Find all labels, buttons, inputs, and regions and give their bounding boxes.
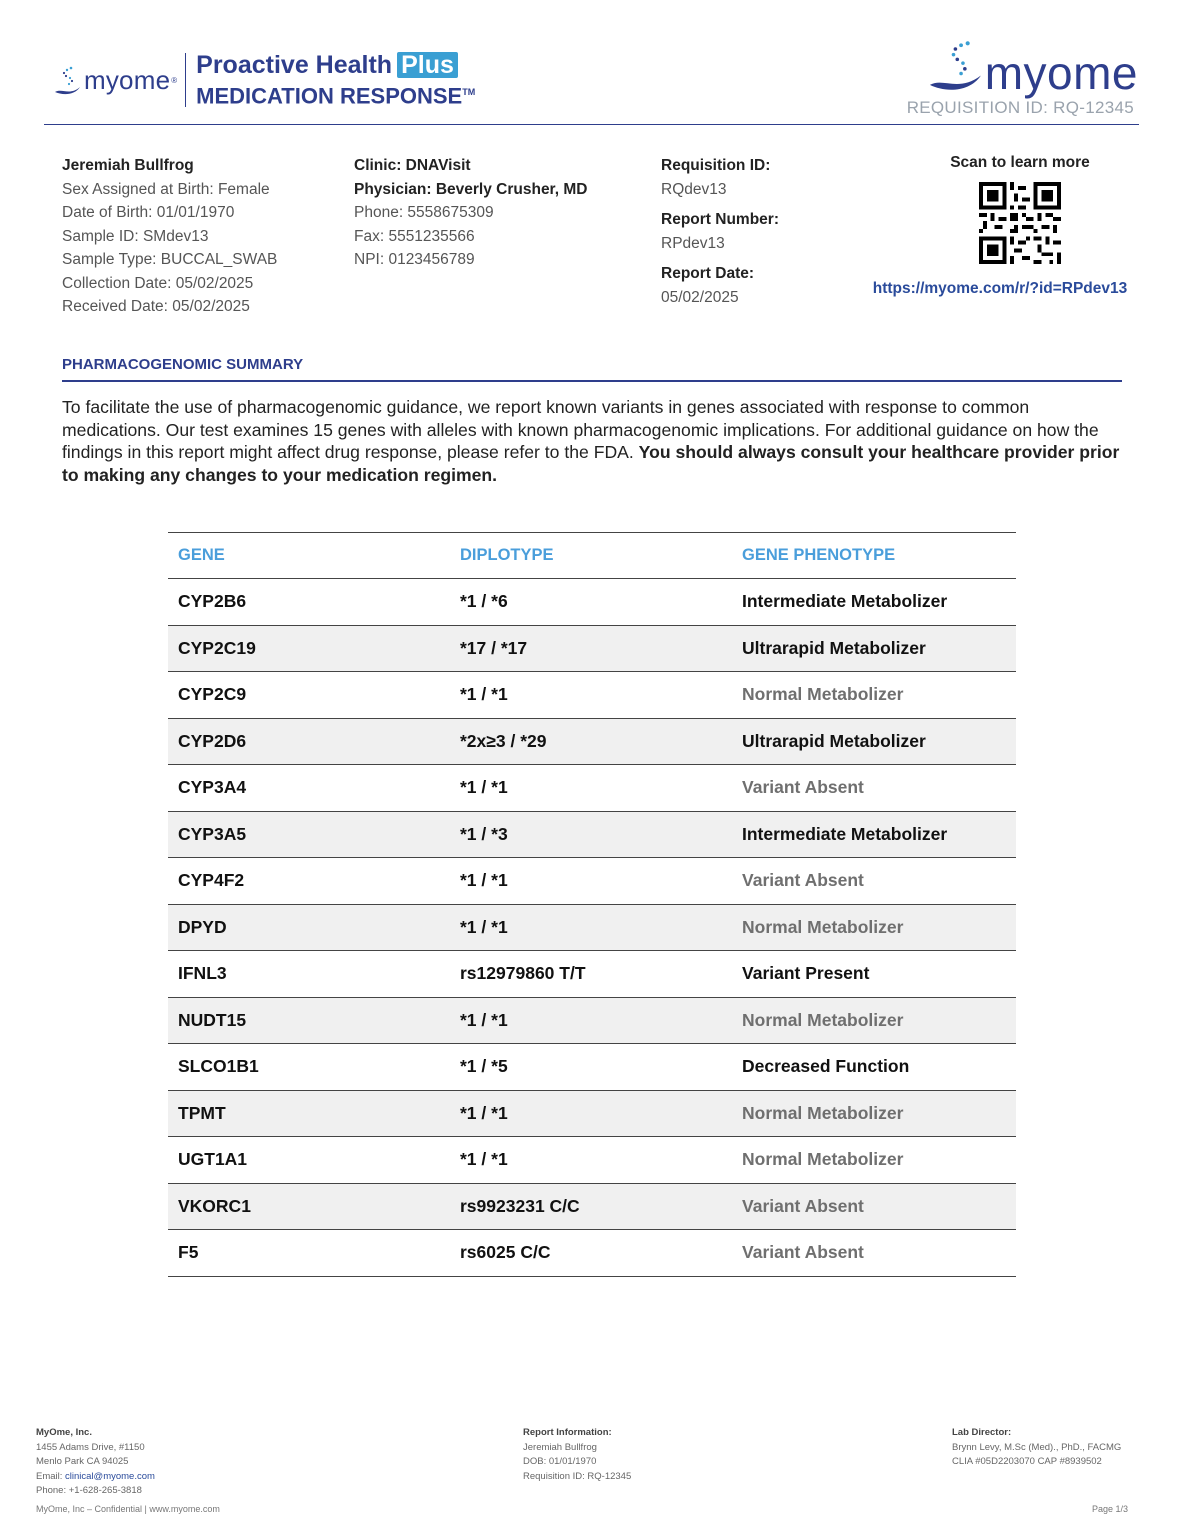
gene-cell: IFNL3 [168,951,450,998]
diplotype-cell: *1 / *1 [450,997,732,1044]
myome-wordmark-small: myome [84,64,171,95]
footer-address-1: 1455 Adams Drive, #1150 [36,1441,145,1453]
sample-type: Sample Type: BUCCAL_SWAB [62,251,278,268]
myome-logo-large [928,36,1138,99]
footer-lab-director [952,1426,1121,1470]
product-name: Proactive Health [196,50,393,79]
report-link[interactable]: https://myome.com/r/?id=RPdev13 [872,280,1128,297]
product-subtitle: MEDICATION RESPONSE [196,83,463,109]
qr-code-icon[interactable] [979,182,1061,264]
requisition-value: RQdev13 [661,180,727,198]
table-row [168,625,1016,672]
gene-cell: CYP4F2 [168,858,450,905]
report-number-label: Report Number: [661,211,779,228]
page-number: Page 1/3 [1091,1504,1128,1514]
footer-email-link[interactable]: clinical@myome.com [65,1470,155,1482]
diplotype-header: DIPLOTYPE [450,533,732,579]
table-row [168,765,1016,812]
received-date: Received Date: 05/02/2025 [62,298,250,315]
myome-wordmark-large: myome [984,47,1138,99]
clinic-info [354,154,587,272]
table-row [168,1044,1016,1091]
gene-table [168,532,1016,1277]
diplotype-cell: *2x≥3 / *29 [450,718,732,765]
phenotype-cell: Variant Absent [732,1230,1016,1277]
sample-id: Sample ID: SMdev13 [62,227,209,245]
footer-clia: CLIA #05D2203070 CAP #8939502 [952,1456,1102,1467]
header-rule [44,124,1139,125]
summary-title: PHARMACOGENOMIC SUMMARY [62,356,304,373]
footer-patient-name: Jeremiah Bullfrog [523,1441,597,1453]
clinic-fax: Fax: 5551235566 [354,227,475,245]
table-header-row [168,533,1016,579]
plus-badge: Plus [397,52,458,78]
table-row [168,904,1016,951]
gene-cell: SLCO1B1 [168,1044,450,1091]
diplotype-cell: *1 / *1 [450,904,732,951]
diplotype-cell: rs12979860 T/T [450,951,732,998]
patient-sex: Sex Assigned at Birth: Female [62,180,270,198]
phenotype-cell: Normal Metabolizer [732,1090,1016,1137]
gene-cell: VKORC1 [168,1183,450,1230]
gene-cell: NUDT15 [168,997,450,1044]
clinic-name: Clinic: DNAVisit [354,157,471,174]
footer-lab-director-name: Brynn Levy, M.Sc (Med)., PhD., FACMG [952,1441,1122,1453]
footer-report-info-label: Report Information: [523,1427,612,1438]
footer-phone: Phone: +1-628-265-3818 [36,1485,142,1496]
phenotype-cell: Intermediate Metabolizer [732,579,1016,626]
gene-cell: CYP2B6 [168,579,450,626]
table-row [168,858,1016,905]
gene-cell: F5 [168,1230,450,1277]
report-date-value: 05/02/2025 [661,288,739,306]
diplotype-cell: *1 / *1 [450,672,732,719]
myome-swirl-icon [54,63,82,97]
footer-dob: DOB: 01/01/1970 [523,1456,597,1467]
report-info [661,154,779,316]
diplotype-cell: *1 / *5 [450,1044,732,1091]
brand-lockup [54,52,475,108]
table-row [168,672,1016,719]
product-title [196,51,475,109]
summary-body: To facilitate the use of pharmacogenomic guidance, we report known variants in genes associated with response to common medications. Our test examines 15 genes with alleles with known pharmacogenomic implications. For additional guidance on how the findings in this report might affect drug response, please refer to the FDA. [62,397,1099,462]
phenotype-cell: Variant Present [732,951,1016,998]
phenotype-cell: Variant Absent [732,765,1016,812]
summary-warning: You should always consult your healthcare provider prior to making any changes to your medication regimen. [62,442,1120,485]
clinic-npi: NPI: 0123456789 [354,251,475,268]
table-row [168,811,1016,858]
gene-cell: DPYD [168,904,450,951]
patient-dob: Date of Birth: 01/01/1970 [62,204,235,221]
diplotype-cell: rs6025 C/C [450,1230,732,1277]
phenotype-cell: Normal Metabolizer [732,1137,1016,1184]
report-date-label: Report Date: [661,265,755,282]
gene-cell: TPMT [168,1090,450,1137]
header-divider [185,53,186,107]
trademark: TM [462,86,476,97]
gene-cell: UGT1A1 [168,1137,450,1184]
phenotype-cell: Ultrarapid Metabolizer [732,718,1016,765]
diplotype-cell: *1 / *1 [450,858,732,905]
summary-text [62,396,1122,486]
patient-info [62,154,277,319]
diplotype-cell: *1 / *6 [450,579,732,626]
diplotype-cell: *1 / *3 [450,811,732,858]
phenotype-cell: Intermediate Metabolizer [732,811,1016,858]
diplotype-cell: rs9923231 C/C [450,1183,732,1230]
qr-label: Scan to learn more [950,154,1090,171]
collection-date: Collection Date: 05/02/2025 [62,274,254,292]
qr-block [872,154,1140,298]
gene-cell: CYP3A4 [168,765,450,812]
gene-cell: CYP2C19 [168,625,450,672]
phenotype-header: GENE PHENOTYPE [732,533,1016,579]
phenotype-cell: Normal Metabolizer [732,904,1016,951]
footer-address-2: Menlo Park CA 94025 [36,1456,129,1467]
phenotype-cell: Normal Metabolizer [732,997,1016,1044]
table-row [168,997,1016,1044]
table-row [168,579,1016,626]
footer-lab-director-label: Lab Director: [952,1427,1012,1438]
gene-cell: CYP3A5 [168,811,450,858]
gene-cell: CYP2C9 [168,672,450,719]
myome-swirl-icon-large [928,36,985,96]
table-row [168,718,1016,765]
table-row [168,1230,1016,1277]
footer-requisition: Requisition ID: RQ-12345 [523,1470,632,1482]
gene-cell: CYP2D6 [168,718,450,765]
footer-report-info [523,1426,631,1484]
table-row [168,1183,1016,1230]
diplotype-cell: *17 / *17 [450,625,732,672]
diplotype-cell: *1 / *1 [450,1137,732,1184]
diplotype-cell: *1 / *1 [450,765,732,812]
footer-company [36,1426,155,1499]
table-row [168,951,1016,998]
phenotype-cell: Variant Absent [732,1183,1016,1230]
diplotype-cell: *1 / *1 [450,1090,732,1137]
physician-name: Physician: Beverly Crusher, MD [354,180,588,198]
report-number-value: RPdev13 [661,234,725,252]
phenotype-cell: Decreased Function [732,1044,1016,1091]
requisition-label: Requisition ID: [661,157,771,174]
myome-logo-small: myome ® [54,63,177,97]
footer-company-name: MyOme, Inc. [36,1427,92,1438]
footer-confidential: MyOme, Inc – Confidential | www.myome.com [36,1504,220,1514]
phenotype-cell: Variant Absent [732,858,1016,905]
table-row [168,1090,1016,1137]
phenotype-cell: Normal Metabolizer [732,672,1016,719]
patient-name: Jeremiah Bullfrog [62,157,194,174]
requisition-id-header: REQUISITION ID: RQ-12345 [906,98,1134,117]
gene-header: GENE [168,533,450,579]
footer-email-line: Email: clinical@myome.com [36,1470,155,1482]
table-row [168,1137,1016,1184]
phenotype-cell: Ultrarapid Metabolizer [732,625,1016,672]
summary-rule [62,380,1122,382]
clinic-phone: Phone: 5558675309 [354,204,494,221]
